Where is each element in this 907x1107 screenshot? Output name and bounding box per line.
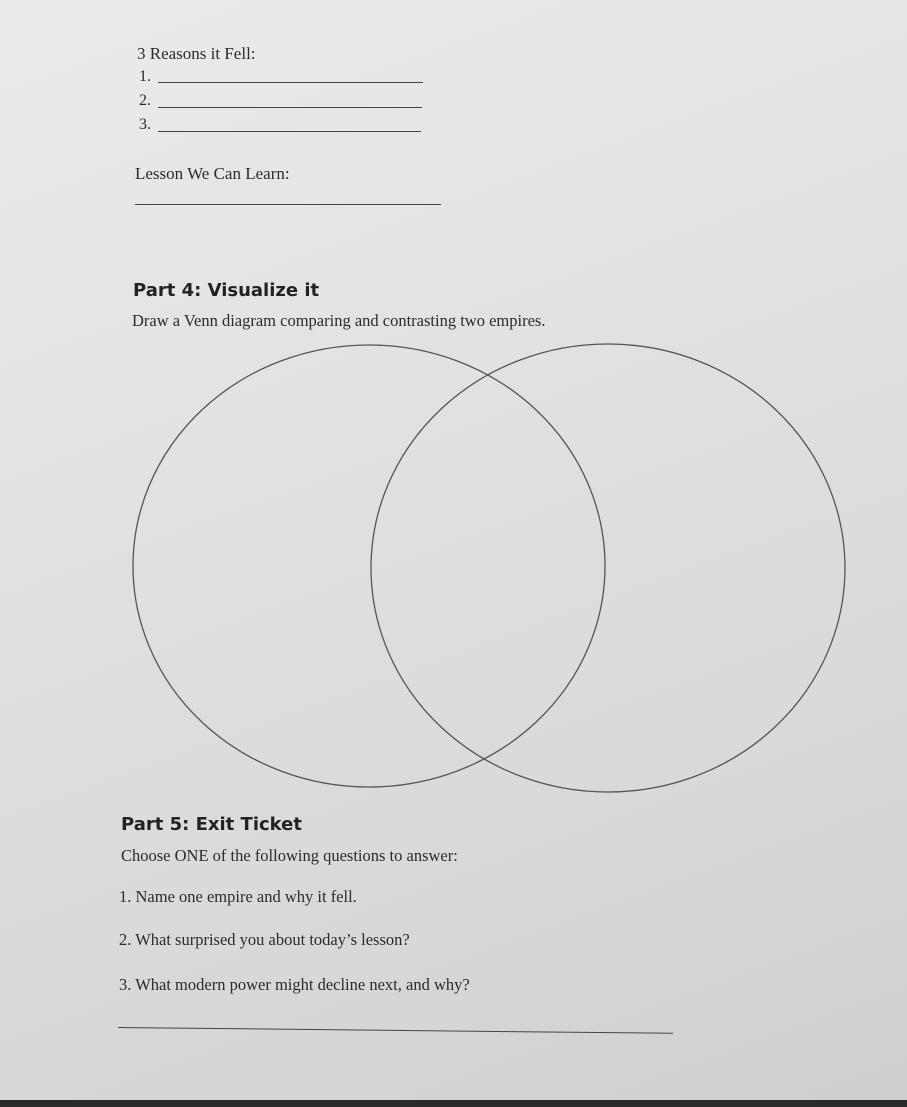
exit-question-2: 2. What surprised you about today’s lesson? (119, 930, 410, 949)
reason-number-1: 1. (139, 68, 151, 85)
reasons-heading: 3 Reasons it Fell: (137, 44, 256, 63)
exit-question-3: 3. What modern power might decline next, and why? (119, 975, 470, 994)
venn-right-circle[interactable] (371, 344, 845, 792)
lesson-heading: Lesson We Can Learn: (135, 164, 290, 183)
part4-title: Part 4: Visualize it (133, 280, 320, 301)
screen-edge (0, 1100, 907, 1107)
reason-number-3: 3. (139, 116, 151, 133)
part5-title: Part 5: Exit Ticket (121, 814, 302, 835)
part5-instruction: Choose ONE of the following questions to answer: (121, 846, 458, 865)
venn-left-circle[interactable] (133, 345, 605, 787)
part4-instruction: Draw a Venn diagram comparing and contrasting two empires. (132, 311, 546, 330)
exit-question-1: 1. Name one empire and why it fell. (119, 887, 357, 906)
reason-number-2: 2. (139, 92, 151, 109)
